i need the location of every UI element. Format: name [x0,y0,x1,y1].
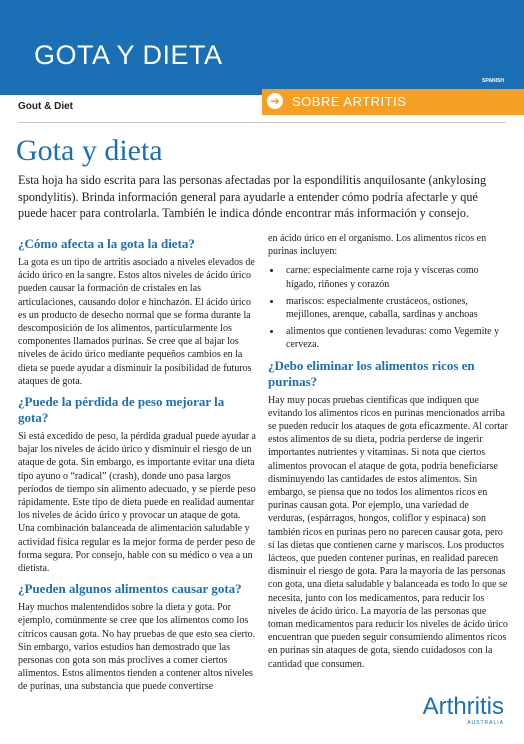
list-item: • mariscos: especialmente crustáceos, ostiones, mejillones, arenque, caballa, sardinas y anchoas [282,295,508,321]
header-banner [0,0,524,95]
divider [18,122,506,123]
section-heading: ¿Cómo afecta a la gota la dieta? [18,236,195,251]
section-heading: ¿Pueden algunos alimentos causar gota? [18,581,242,597]
intro-paragraph: Esta hoja ha sido escrita para las personas afectadas por la espondilitis anquilosante (ankylosing spondylitis). Brinda información general para ayudarle a entender cómo podría afectarle y qué puede hacer para controlarla. También le indica dónde encontrar más información y consejo. [18,173,487,220]
arthritis-australia-logo [423,694,504,726]
document-title: GOTA Y DIETA [34,40,223,70]
paragraph: Hay muchos malentendidos sobre la dieta y gota. Por ejemplo, comúnmente se cree que los alimentos como los cítricos causan gota. No hay pruebas de que esto sea cierto. Sin embargo, varios estudios han demostrado que las personas con gota son más proclives a comer ciertos alimentos. Estos alimentos tienden a contener altos niveles de purinas, una substancia que puede convertirse [18,602,256,693]
arrow-right-icon: ➜ [267,93,283,109]
page-title: Gota y dieta [16,134,163,167]
list-item: • carne: especialmente carne roja y vísceras como hígado, riñones y corazón [282,264,508,290]
paragraph: Hay muy pocas pruebas científicas que indiquen que evitando los alimentos ricos en purinas mencionados arriba se pueden reducir los ataques de gota eficazmente. Al cortar estos alimentos de su dieta, podría perderse de ingerir importantes nutrientes y vitaminas. Si nota que ciertos alimentos provocan el ataque de gota, podría beneficiarse disminuyendo las cantidades de estos alimentos. Sin embargo, se piensa que no todos los alimentos ricos en purinas causan gota. Por ejemplo, una variedad de verduras, (espárragos, hongos, coliflor y espinaca) son también ricos en purinas pero no parecen causar gota, pero sí las dietas que contienen carne y mariscos. Los productos lácteos, que pueden contener purinas, en realidad parecen disminuir el riesgo de gota. Para la mayoría de las personas con gota, una dieta saludable y balanceada es todo lo que se necesita, junto con los medicamentos, para reducir los niveles de ácido úrico. La mayoría de las personas que toman medicamentos para reducir los niveles de ácido úrico encuentran que pueden seguir consumiendo alimentos ricos en purinas sin ataques de gota, siendo cuidadosos con la cantidad que consumen. [268,394,508,670]
english-subtitle: Gout & Diet [18,101,73,112]
paragraph: La gota es un tipo de artritis asociado a niveles elevados de ácido úrico en la sangre. Estos altos niveles de ácido úrico pueden causar la formación de cristales en las articulaciones, causando dolor e hinchazón. El ácido úrico es un producto de desecho normal que se forma durante la descomposición de los alimentos, particularmente los componentes llamados purinas. Se cree que al bajar los niveles de ácido úrico mediante pequeños cambios en la dieta se puede ayudar a disminuir la posibilidad de futuros ataques de gota. [18,257,255,387]
section-badge-label: SOBRE ARTRITIS [292,94,407,109]
bullet-list [268,264,508,351]
logo-wordmark: Arthritis [422,693,504,720]
logo-subtext: AUSTRALIA [467,720,504,726]
language-label: SPANISH [482,78,504,84]
section-heading: ¿Debo eliminar los alimentos ricos en purinas? [268,357,475,389]
right-column [268,232,508,677]
left-column [18,232,256,700]
list-item: • alimentos que contienen levaduras: como Vegemite y cerveza. [282,325,508,351]
section-badge [262,89,524,115]
paragraph: en ácido úrico en el organismo. Los alimentos ricos en purinas incluyen: [268,233,487,258]
paragraph: Si está excedido de peso, la pérdida gradual puede ayudar a bajar los niveles de ácido úrico y disminuir el riesgo de un ataque de gota. Sin embargo, es importante evitar una dieta tipo ayuno o “radical” (crash), donde uno pasa largos períodos de tiempo sin alimento adecuado, y se pierde peso rápidamente. Este tipo de dieta puede en realidad aumentar los niveles de ácido úrico y provocar un ataque de gota. Una combinación balanceada de alimentación saludable y actividad física regular es la mejor forma de perder peso de forma segura. Por consejo, hable con su médico o vea a un dietista. [18,431,256,575]
section-heading: ¿Puede la pérdida de peso mejorar la gota? [18,394,225,426]
